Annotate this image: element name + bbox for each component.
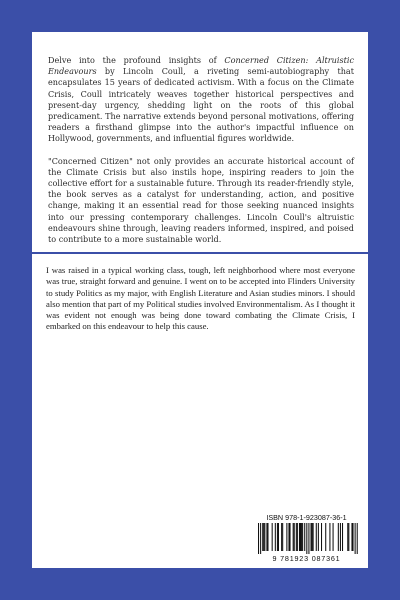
book-title: Concerned Citizen: Altruistic Endeavours bbox=[48, 55, 354, 77]
blurb-rest-text: by Lincoln Coull, a riveting semi-autobiography that encapsulates 15 years of dedicated activism. With a focus on the Climate Crisis, Coull intricately weaves together historical perspectives and present-day urgency, shedding light on the roots of this global predicament. The narrative extends beyond personal motivations, offering readers a firsthand glimpse into the author's impactful influence on Hollywood, governments, and influential figures worldwide. bbox=[48, 66, 354, 144]
back-cover-panel bbox=[32, 32, 368, 568]
blurb-intro-text: Delve into the profound insights of bbox=[48, 55, 225, 65]
isbn-label: ISBN 978-1-923087-36-1 bbox=[266, 513, 347, 522]
about-author-text: I was raised in a typical working class, tough, left neighborhood where most everyone was true, straight forward and genuine. I went on to be accepted into Flinders University to study Politics as my major, with English Literature and Asian studies minors. I should also mention that part of my Political studies involved Environmentalism. As I thought it was evident not enough was being done toward combating the Climate Crisis, I embarked on this endeavour to help this cause. bbox=[46, 265, 355, 332]
barcode-digits: 9 781923 087361 bbox=[272, 554, 341, 563]
blurb-paragraph-1 bbox=[48, 55, 354, 145]
barcode-bars bbox=[252, 523, 361, 554]
blurb-paragraph-2: "Concerned Citizen" not only provides an accurate historical account of the Climate Crisis but also instils hope, inspiring readers to join the collective effort for a sustainable future. Through its reader-friendly style, the book serves as a catalyst for understanding, action, and positive change, making it an essential read for those seeking nuanced insights into our pressing contemporary challenges. Lincoln Coull's altruistic endeavours shine through, leaving readers informed, inspired, and poised to contribute to a more sustainable world. bbox=[48, 155, 354, 245]
book-blurb bbox=[48, 55, 354, 256]
isbn-barcode bbox=[250, 513, 363, 563]
section-divider bbox=[32, 252, 368, 254]
